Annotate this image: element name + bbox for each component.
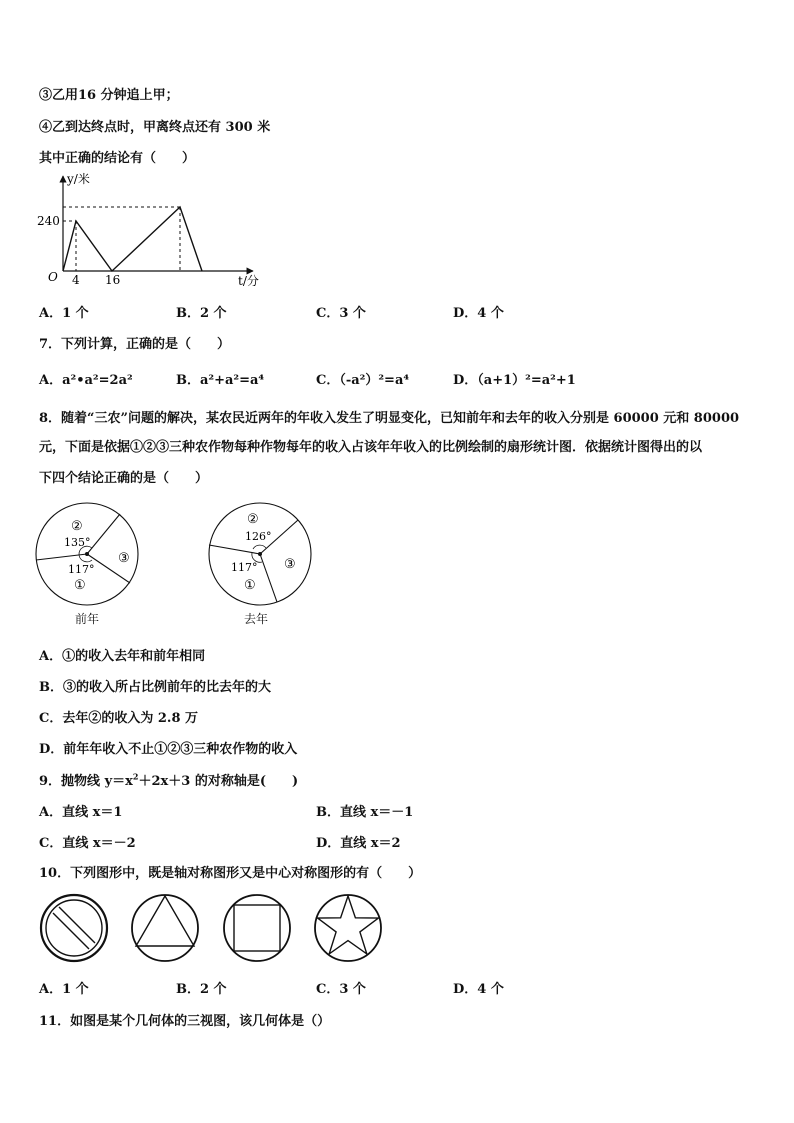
q9-exponent: 2 [132,771,139,782]
q9-question [39,770,298,789]
q10-option-d[interactable]: D．4 个 [453,982,504,997]
sector-1-label: ① [74,578,86,593]
x-axis-label: t/分 [238,274,259,288]
pie-chart-last-year [207,503,317,613]
q10-option-b[interactable]: B．2 个 [176,982,227,997]
origin-label: O [48,270,58,284]
q10-option-a[interactable]: A．1 个 [39,982,89,997]
q6-option-a[interactable]: A．1 个 [39,306,89,321]
angle-126: 126° [245,530,272,543]
q7-option-d[interactable]: D．（a+1）²=a²+1 [453,373,576,388]
sector-3-label: ③ [284,557,296,572]
sector-2-label: ② [71,519,83,534]
q10-question: 10．下列图形中，既是轴对称图形又是中心对称图形的有（ ） [39,866,422,881]
y-tick-240: 240 [37,214,60,228]
q11-question: 11．如图是某个几何体的三视图，该几何体是（） [39,1014,331,1029]
x-tick-4: 4 [72,273,80,287]
sector-2-label: ② [247,512,259,527]
sector-1-label: ① [244,578,256,593]
q6-option-d[interactable]: D．4 个 [453,306,504,321]
x-tick-16: 16 [105,273,121,287]
q9-option-a[interactable]: A．直线 x＝1 [39,805,123,820]
angle-135: 135° [64,536,91,549]
figure-circle-with-square [222,893,294,965]
figure-circle-with-triangle [130,893,202,965]
conclusion-3: ③乙用16 分钟追上甲； [39,88,179,103]
q9-question-suffix: ＋2x＋3 的对称轴是( ) [138,774,299,789]
distance-curve [63,207,202,271]
q8-option-d[interactable]: D．前年年收入不止①②③三种农作物的收入 [39,742,298,757]
q8-option-c[interactable]: C．去年②的收入为 2.8 万 [39,711,199,726]
y-axis-label: y/米 [67,172,90,186]
pie-caption-last-year: 去年 [244,612,269,626]
figure-circle-with-star [313,893,385,965]
pie-chart-previous-year [34,503,144,613]
q7-option-c[interactable]: C．（-a²）²=a⁴ [316,373,410,388]
figure-circle-with-slash [39,893,111,965]
q6-option-b[interactable]: B．2 个 [176,306,227,321]
q9-option-d[interactable]: D．直线 x＝2 [316,836,401,851]
q7-option-a[interactable]: A．a²•a²=2a² [39,373,133,388]
q10-option-c[interactable]: C．3 个 [316,982,366,997]
q9-question-prefix: 9．抛物线 y＝x [39,774,133,789]
q6-option-c[interactable]: C．3 个 [316,306,366,321]
q7-option-b[interactable]: B．a²+a²=a⁴ [176,373,265,388]
q8-question-line-3: 下四个结论正确的是（ ） [39,471,209,486]
sector-3-label: ③ [118,551,130,566]
angle-117: 117° [231,561,258,574]
pie-caption-previous-year: 前年 [75,612,100,626]
q9-option-c[interactable]: C．直线 x＝－2 [39,836,136,851]
q6-question: 其中正确的结论有（ ） [39,151,196,166]
q8-option-b[interactable]: B．③的收入所占比例前年的比去年的大 [39,680,271,695]
distance-time-graph [30,168,270,293]
q7-question: 7．下列计算，正确的是（ ） [39,337,231,352]
q9-option-b[interactable]: B．直线 x＝－1 [316,805,414,820]
angle-117: 117° [68,563,95,576]
q8-question-line-2: 元，下面是依据①②③三种农作物每种作物每年的收入占该年年收入的比例绘制的扇形统计图．依据统计图得出的以 [39,440,703,455]
conclusion-4: ④乙到达终点时，甲离终点还有 300 米 [39,120,271,135]
q8-option-a[interactable]: A．①的收入去年和前年相同 [39,649,206,664]
q8-question-line-1: 8．随着“三农”问题的解决，某农民近两年的年收入发生了明显变化，已知前年和去年的收入分别是 60000 元和 80000 [39,411,740,426]
